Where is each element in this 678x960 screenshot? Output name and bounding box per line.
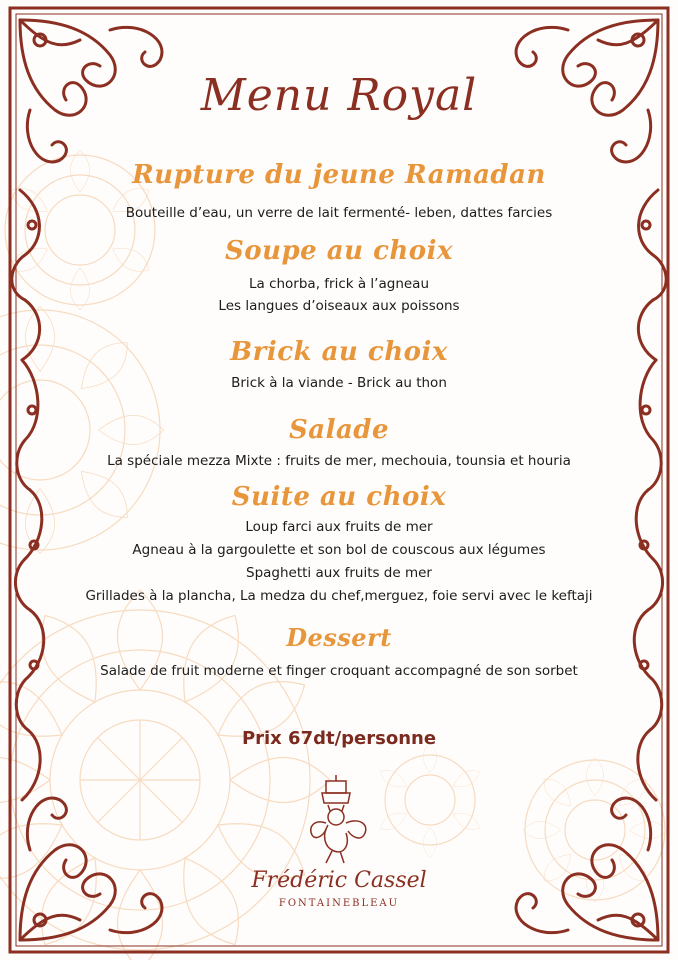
section-heading-suite: Suite au choix bbox=[231, 482, 447, 512]
section-heading-rupture: Rupture du jeune Ramadan bbox=[132, 160, 546, 190]
brand-location: FONTAINEBLEAU bbox=[278, 898, 400, 909]
price-label: Prix 67dt/personne bbox=[241, 728, 437, 749]
menu-line: Loup farci aux fruits de mer bbox=[245, 519, 433, 535]
menu-line: Salade de fruit moderne et finger croquant accompagné de son sorbet bbox=[100, 663, 578, 679]
section-heading-salade: Salade bbox=[288, 415, 390, 445]
menu-line: La chorba, frick à l’agneau bbox=[248, 276, 430, 292]
menu-line: La spéciale mezza Mixte : fruits de mer, mechouia, tounsia et houria bbox=[107, 453, 571, 469]
menu-line: Bouteille d’eau, un verre de lait fermenté- leben, dattes farcies bbox=[125, 205, 553, 221]
section-heading-brick: Brick au choix bbox=[230, 337, 448, 367]
menu-line: Brick à la viande - Brick au thon bbox=[231, 375, 447, 391]
menu-line: Les langues d’oiseaux aux poissons bbox=[218, 298, 460, 314]
menu-line: Agneau à la gargoulette et son bol de couscous aux légumes bbox=[132, 542, 546, 558]
brand-name: Frédéric Cassel bbox=[251, 868, 427, 893]
section-heading-dessert: Dessert bbox=[286, 623, 392, 652]
menu-title: Menu Royal bbox=[200, 70, 478, 121]
menu-line: Grillades à la plancha, La medza du chef,merguez, foie servi avec le keftaji bbox=[85, 588, 593, 604]
cherub-logo bbox=[304, 775, 374, 867]
menu-line: Spaghetti aux fruits de mer bbox=[246, 565, 432, 581]
section-heading-soupe: Soupe au choix bbox=[224, 236, 454, 266]
